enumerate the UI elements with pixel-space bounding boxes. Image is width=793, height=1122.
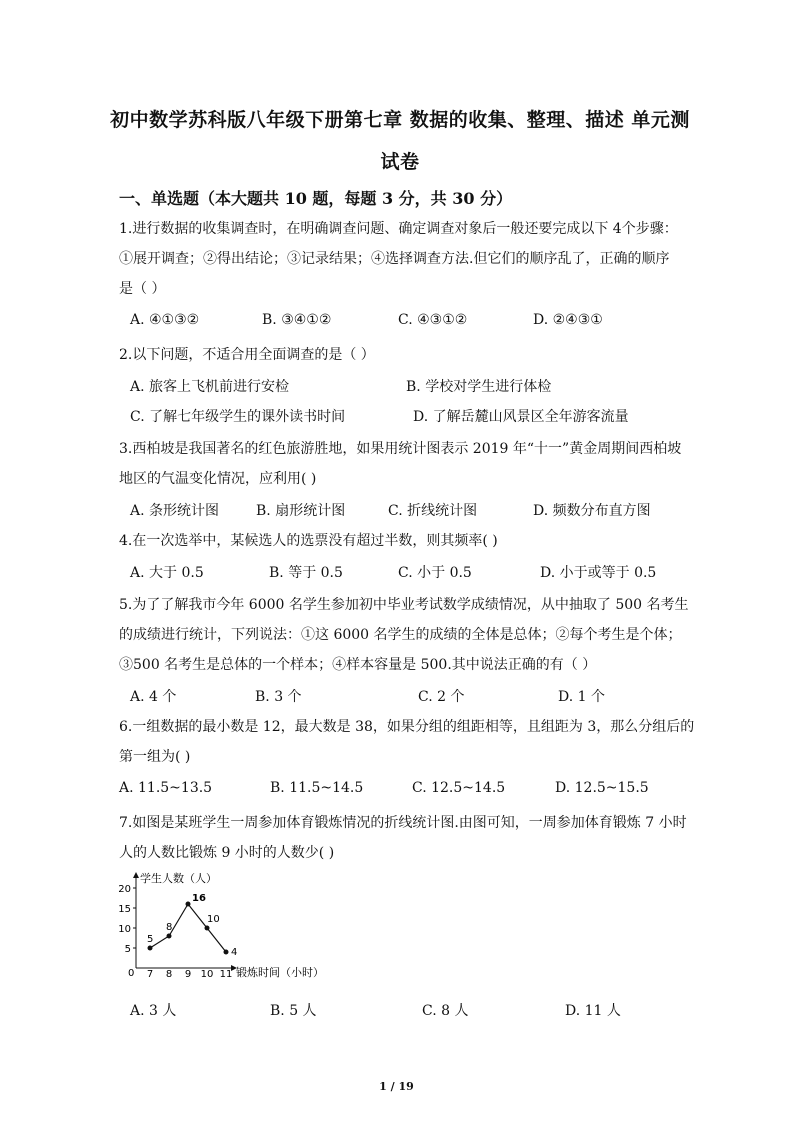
x-tick-label: 9 [184,969,192,980]
y-tick-label: 20 [118,884,131,895]
y-axis-label: 学生人数（人） [140,872,217,885]
q5-option-a: A. 4 个 [130,689,177,705]
doc-title-line1: 初中数学苏科版八年级下册第七章 数据的收集、整理、描述 单元测 [110,109,690,131]
x-tick-label: 7 [146,969,154,980]
q1-line3: 是（ ） [119,281,166,297]
x-tick-label: 8 [165,969,173,980]
q2-line1: 2.以下问题，不适合用全面调查的是（ ） [119,347,375,363]
q5-option-d: D. 1 个 [558,689,605,705]
q7-line1: 7.如图是某班学生一周参加体育锻炼情况的折线统计图.由图可知，一周参加体育锻炼 7 小时 [119,815,687,831]
q3-line2: 地区的气温变化情况，应利用( ) [119,471,317,487]
x-axis-label: 锻炼时间（小时） [236,966,324,979]
q2-option-c: C. 了解七年级学生的课外读书时间 [130,409,346,425]
q3-option-c: C. 折线统计图 [388,503,478,519]
q7-option-c: C. 8 人 [422,1003,469,1019]
section-heading: 一、单选题（本大题共 10 题，每题 3 分，共 30 分） [119,189,513,208]
q1-option-c: C. ④③①② [398,312,468,328]
q2-option-a: A. 旅客上飞机前进行安检 [130,379,290,395]
q5-line2: 的成绩进行统计，下列说法：①这 6000 名学生的成绩的全体是总体；②每个考生是个体； [119,627,682,643]
q1-line2: ①展开调查；②得出结论；③记录结果；④选择调查方法.但它们的顺序乱了，正确的顺序 [119,251,670,267]
q5-option-c: C. 2 个 [418,689,465,705]
page-number: 1 / 19 [379,1080,414,1093]
q7-option-a: A. 3 人 [130,1003,177,1019]
data-label: 5 [147,934,154,945]
q3-option-a: A. 条形统计图 [130,503,220,519]
q3-option-b: B. 扇形统计图 [256,503,346,519]
q6-line1: 6.一组数据的最小数是 12，最大数是 38，如果分组的组距相等，且组距为 3，那么分组后的 [119,719,695,735]
q6-line2: 第一组为( ) [119,749,191,765]
data-point [148,946,153,951]
x-tick-label: 11 [219,969,233,980]
q3-option-d: D. 频数分布直方图 [533,503,651,519]
q1-option-b: B. ③④①② [262,312,332,328]
q1-option-a: A. ④①③② [130,312,200,328]
data-label: 4 [231,947,238,958]
q4-option-d: D. 小于或等于 0.5 [540,565,657,581]
q6-option-b: B. 11.5~14.5 [270,780,364,796]
q6-option-a: A. 11.5~13.5 [119,780,213,796]
data-label: 8 [166,922,173,933]
y-tick-label: 15 [118,904,131,915]
y-tick-label: 10 [118,924,131,935]
q1-option-d: D. ②④③① [533,312,603,328]
q1-line1: 1.进行数据的收集调查时，在明确调查问题、确定调查对象后一般还要完成以下 4个步骤： [119,221,678,237]
q2-option-b: B. 学校对学生进行体检 [406,379,552,395]
q4-option-c: C. 小于 0.5 [398,565,472,581]
q4-option-a: A. 大于 0.5 [130,565,204,581]
q7-option-b: B. 5 人 [270,1003,317,1019]
q5-option-b: B. 3 个 [255,689,302,705]
q6-option-c: C. 12.5~14.5 [412,780,506,796]
line-chart [112,868,342,986]
x-tick-label: 10 [200,969,214,980]
q2-option-d: D. 了解岳麓山风景区全年游客流量 [413,409,629,425]
q5-line3: ③500 名考生是总体的一个样本；④样本容量是 500.其中说法正确的有（ ） [119,657,597,673]
q6-option-d: D. 12.5~15.5 [555,780,649,796]
data-point [186,902,191,907]
series-line [150,904,226,952]
q7-line2: 人的人数比锻炼 9 小时的人数少( ) [119,845,335,861]
q7-option-d: D. 11 人 [565,1003,621,1019]
data-label: 16 [192,893,206,904]
data-point [205,926,210,931]
q3-line1: 3.西柏坡是我国著名的红色旅游胜地，如果用统计图表示 2019 年“十一”黄金周期间西柏坡 [119,441,682,457]
data-point [224,950,229,955]
data-label: 10 [207,914,220,925]
origin-label: 0 [128,968,135,979]
doc-title-line2: 试卷 [380,151,420,173]
q5-line1: 5.为了了解我市今年 6000 名学生参加初中毕业考试数学成绩情况，从中抽取了 500 名考生 [119,597,689,613]
data-point [167,934,172,939]
q4-option-b: B. 等于 0.5 [269,565,343,581]
q4-line1: 4.在一次选举中，某候选人的选票没有超过半数，则其频率( ) [119,533,498,549]
y-tick-label: 5 [124,944,131,955]
